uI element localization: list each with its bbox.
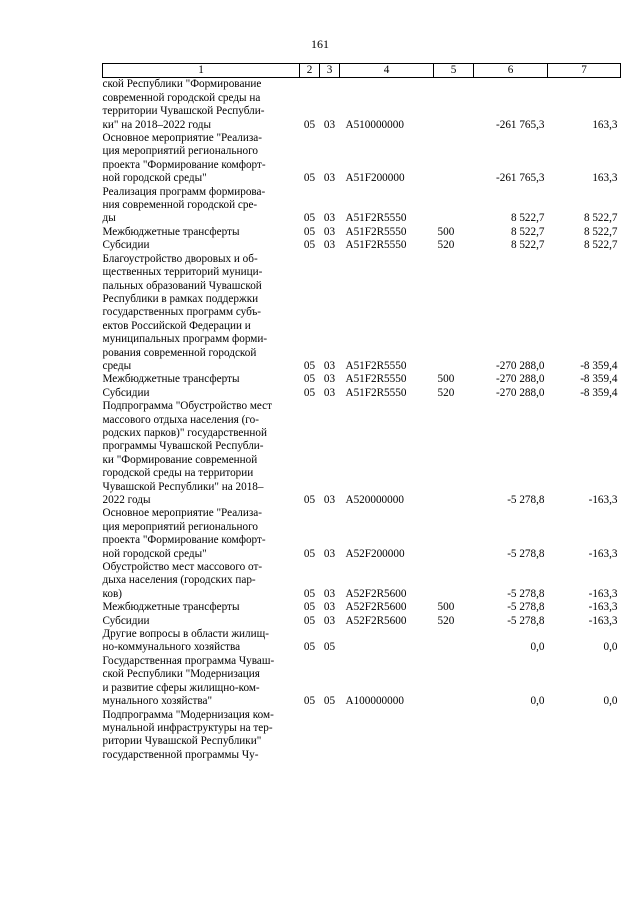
row-value-col6-cell: -5 278,8 — [507, 587, 545, 600]
row-expense-type-cell — [434, 628, 474, 655]
row-section-cell: 05 — [303, 386, 316, 399]
table-row — [103, 561, 621, 601]
row-expense-type-cell — [434, 561, 474, 601]
table-row — [103, 373, 621, 386]
row-target-article-cell — [340, 628, 434, 655]
table-row — [103, 387, 621, 400]
row-name-cell: Субсидии — [102, 386, 150, 399]
row-expense-type-cell — [434, 78, 474, 132]
row-value-col6-cell: -270 288,0 — [496, 373, 545, 386]
row-expense-type-cell — [434, 186, 474, 226]
row-subsection-cell: 03 — [323, 547, 336, 560]
table-row — [103, 226, 621, 239]
row-name-cell: Реализация программ формирова- ния современной городской сре- ды — [102, 185, 266, 225]
row-name-cell: Подпрограмма "Модернизация ком- мунальной инфраструктуры на тер- ритории Чувашской Республики" государственной программы Чу- — [102, 708, 274, 761]
row-value-col7-cell: 0,0 — [603, 695, 618, 708]
header-col-7: 7 — [548, 64, 621, 78]
row-value-col7-cell: 0,0 — [603, 641, 618, 654]
row-value-col6-cell: -5 278,8 — [507, 494, 545, 506]
row-name-cell: Субсидии — [102, 614, 150, 627]
header-col-2: 2 — [300, 64, 320, 78]
row-subsection-cell: 03 — [323, 118, 336, 131]
row-value-col6-cell: 0,0 — [530, 695, 545, 708]
table-row — [103, 655, 621, 709]
row-value-col7-cell: 8 522,7 — [583, 212, 618, 225]
row-name-cell: Подпрограмма "Обустройство мест массового отдыха населения (го- родских парков)" государственной программы Чувашской Республи- ки "Формирование современной городской среды на территории Чувашской Республики" на 2018– 2022 годы — [102, 400, 273, 506]
row-expense-type-cell: 520 — [437, 614, 455, 627]
row-subsection-cell: 03 — [323, 239, 336, 252]
row-expense-type-cell — [434, 400, 474, 507]
row-section-cell: 05 — [303, 547, 316, 560]
header-col-5: 5 — [434, 64, 474, 78]
row-section-cell: 05 — [303, 373, 316, 386]
row-section-cell: 05 — [303, 587, 316, 600]
row-value-col6-cell: -270 288,0 — [496, 359, 545, 372]
row-target-article-cell: А520000000 — [345, 494, 404, 506]
row-name-cell: Обустройство мест массового от- дыха населения (городских пар- ков) — [102, 561, 263, 600]
row-target-article-cell: А510000000 — [345, 118, 404, 131]
row-subsection-cell: 05 — [323, 695, 336, 708]
row-value-col6-cell: 0,0 — [530, 641, 545, 654]
row-name-cell: Другие вопросы в области жилищ- но-коммунального хозяйства — [102, 628, 269, 654]
row-name-cell: Межбюджетные трансферты — [102, 373, 240, 386]
row-subsection-cell: 05 — [323, 641, 336, 654]
row-value-col6-cell: 8 522,7 — [510, 225, 545, 238]
budget-table — [102, 63, 621, 762]
row-section-cell: 05 — [303, 359, 316, 372]
row-section-cell: 05 — [303, 118, 316, 131]
header-col-1: 1 — [103, 64, 300, 78]
table-row — [103, 239, 621, 252]
table-row — [103, 628, 621, 655]
row-subsection-cell: 03 — [323, 601, 336, 614]
row-target-article-cell: А52F2R5600 — [345, 601, 407, 614]
row-value-col6-cell: -5 278,8 — [507, 547, 545, 560]
row-subsection-cell: 03 — [323, 373, 336, 386]
row-value-col7-cell: -8 359,4 — [580, 373, 618, 386]
row-section-cell: 05 — [303, 601, 316, 614]
row-target-article-cell: А51F2R5550 — [345, 212, 407, 225]
table-row — [103, 615, 621, 628]
row-subsection-cell: 03 — [323, 386, 336, 399]
row-expense-type-cell: 500 — [437, 373, 455, 386]
row-name-cell: Межбюджетные трансферты — [102, 225, 240, 238]
row-subsection-cell: 03 — [323, 359, 336, 372]
row-value-col7-cell: -163,3 — [588, 547, 618, 560]
row-subsection-cell: 03 — [323, 172, 336, 185]
row-value-col7-cell: -163,3 — [588, 601, 618, 614]
row-expense-type-cell — [434, 709, 474, 763]
row-expense-type-cell — [434, 253, 474, 374]
row-expense-type-cell — [434, 507, 474, 561]
row-target-article-cell: А51F2R5550 — [345, 359, 407, 372]
row-section-cell: 05 — [303, 225, 316, 238]
table-row — [103, 186, 621, 226]
row-subsection-cell: 03 — [323, 587, 336, 600]
header-col-4: 4 — [340, 64, 434, 78]
header-col-6: 6 — [474, 64, 548, 78]
row-name-cell: ской Республики "Формирование современной городской среды на территории Чувашской Республи- ки" на 2018–2022 годы — [102, 78, 265, 131]
row-target-article-cell: А51F200000 — [345, 172, 405, 185]
row-expense-type-cell — [434, 132, 474, 186]
row-expense-type-cell: 500 — [437, 225, 455, 238]
row-section-cell: 05 — [303, 239, 316, 252]
header-col-3: 3 — [320, 64, 340, 78]
row-name-cell: Основное мероприятие "Реализа- ция мероприятий регионального проекта "Формирование комфорт- ной городской среды" — [102, 132, 266, 185]
table-row — [103, 709, 621, 763]
row-value-col7-cell: -163,3 — [588, 614, 618, 627]
row-value-col6-cell: -270 288,0 — [496, 386, 545, 399]
row-target-article-cell — [340, 709, 434, 763]
row-value-col6-cell: -5 278,8 — [507, 614, 545, 627]
row-subsection-cell: 03 — [323, 212, 336, 225]
row-expense-type-cell: 520 — [437, 239, 455, 252]
row-value-col6-cell — [474, 709, 548, 763]
row-subsection-cell: 03 — [323, 494, 336, 506]
row-target-article-cell: А52F2R5600 — [345, 587, 407, 600]
row-value-col7-cell: 8 522,7 — [583, 225, 618, 238]
row-name-cell: Субсидии — [102, 239, 150, 252]
row-value-col7-cell: 163,3 — [592, 172, 618, 185]
row-subsection-cell: 03 — [323, 225, 336, 238]
header-row — [103, 64, 621, 78]
row-value-col7-cell — [548, 709, 621, 763]
row-section-cell: 05 — [303, 695, 316, 708]
row-name-cell: Благоустройство дворовых и об- щественных территорий муници- пальных образований Чувашской Республики в рамках поддержки государственных программ субъ- ектов Российской Федерации и муниципальных программ форми- рования современной городской среды — [102, 252, 268, 372]
row-expense-type-cell — [434, 655, 474, 709]
row-value-col7-cell: 163,3 — [592, 118, 618, 131]
row-value-col7-cell: -8 359,4 — [580, 359, 618, 372]
row-target-article-cell: А100000000 — [345, 695, 404, 708]
row-target-article-cell: А51F2R5550 — [345, 239, 407, 252]
row-section-cell — [300, 709, 320, 763]
row-target-article-cell: А51F2R5550 — [345, 386, 407, 399]
row-value-col6-cell: 8 522,7 — [510, 212, 545, 225]
row-target-article-cell: А52F2R5600 — [345, 614, 407, 627]
row-target-article-cell: А51F2R5550 — [345, 225, 407, 238]
table-row — [103, 507, 621, 561]
row-name-cell: Основное мероприятие "Реализа- ция мероприятий регионального проекта "Формирование комфорт- ной городской среды" — [102, 507, 266, 560]
table-row — [103, 400, 621, 507]
row-expense-type-cell: 500 — [437, 601, 455, 614]
row-section-cell: 05 — [303, 614, 316, 627]
table-row — [103, 601, 621, 614]
row-value-col6-cell: -261 765,3 — [496, 118, 545, 131]
row-value-col7-cell: -163,3 — [588, 587, 618, 600]
page-number: 161 — [311, 37, 329, 51]
row-expense-type-cell: 520 — [437, 386, 455, 399]
row-name-cell: Государственная программа Чуваш- ской Республики "Модернизация и развитие сферы жилищно-ком- мунального хозяйства" — [102, 654, 275, 708]
row-section-cell: 05 — [303, 212, 316, 225]
row-section-cell: 05 — [303, 172, 316, 185]
row-subsection-cell: 03 — [323, 614, 336, 627]
row-value-col6-cell: -261 765,3 — [496, 172, 545, 185]
row-value-col6-cell: -5 278,8 — [507, 601, 545, 614]
row-value-col7-cell: -8 359,4 — [580, 386, 618, 399]
row-value-col6-cell: 8 522,7 — [510, 239, 545, 252]
table-row — [103, 78, 621, 132]
row-value-col7-cell: -163,3 — [588, 494, 618, 506]
row-section-cell: 05 — [303, 494, 316, 506]
row-target-article-cell: А51F2R5550 — [345, 373, 407, 386]
table-row — [103, 132, 621, 186]
row-value-col7-cell: 8 522,7 — [583, 239, 618, 252]
row-subsection-cell — [320, 709, 340, 763]
row-name-cell: Межбюджетные трансферты — [102, 601, 240, 614]
row-section-cell: 05 — [303, 641, 316, 654]
table-row — [103, 253, 621, 374]
row-target-article-cell: А52F200000 — [345, 547, 405, 560]
